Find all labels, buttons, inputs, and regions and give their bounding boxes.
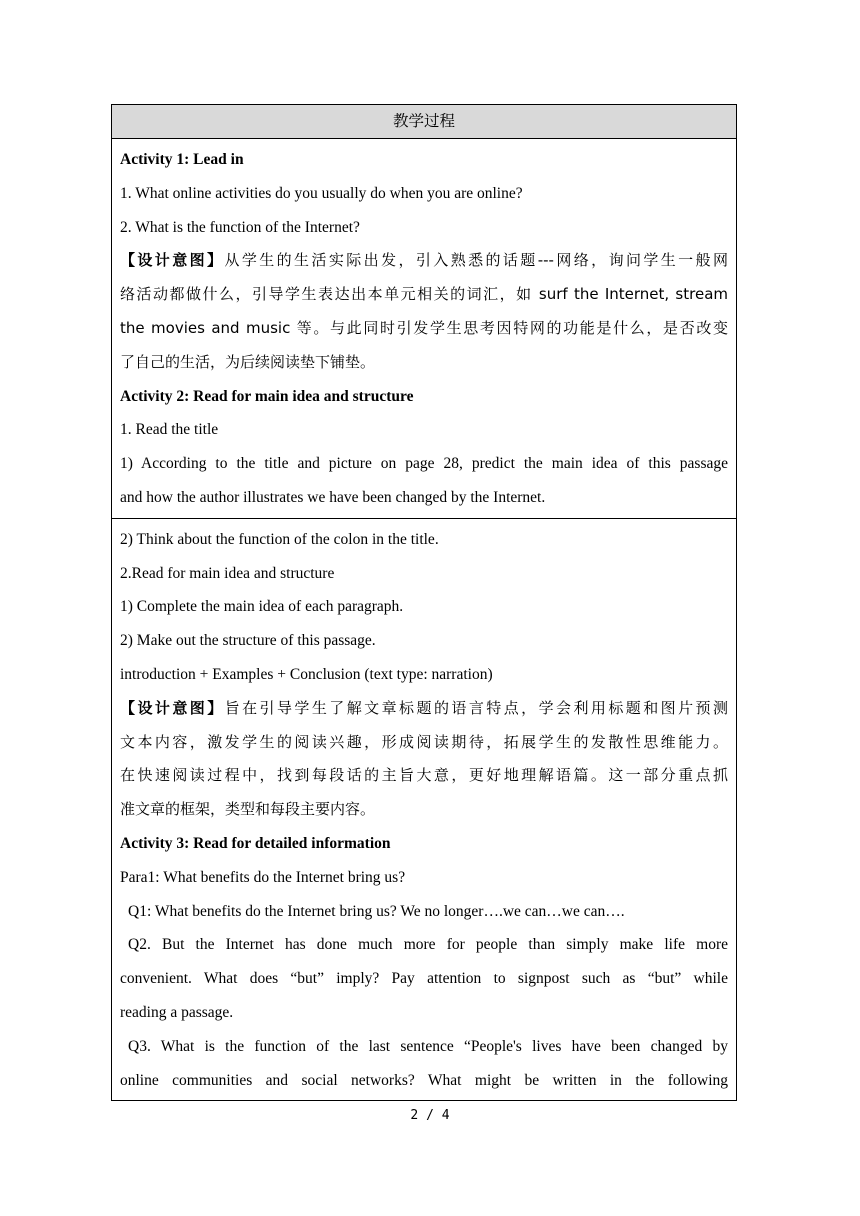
activity-3-question-2-line-1: Q2. But the Internet has done much more for people than simply make life more [128,936,728,954]
activity-2-step-2-2: 2) Make out the structure of this passage. [120,632,376,650]
activity-3-para-1: Para1: What benefits do the Internet bring us? [120,868,406,886]
design-intent-2-line-2: 文本内容，激发学生的阅读兴趣，形成阅读期待，拓展学生的发散性思维能力。 [120,732,728,751]
design-intent-text: 旨在引导学生了解文章标题的语言特点，学会利用标题和图片预测 [224,698,728,717]
activity-1-title: Activity 1: Lead in [120,151,244,168]
design-intent-2-line-1 [120,692,728,726]
activity-1-question-1: 1. What online activities do you usually do when you are online? [120,184,523,202]
activity-3-question-2-line-2: convenient. What does “but” imply? Pay attention to signpost such as “but” while [120,970,728,988]
activity-2-structure: introduction + Examples + Conclusion (text type: narration) [120,665,493,683]
design-intent-1-line-3: the movies and music 等。与此同时引发学生思考因特网的功能是什么，是否改变 [120,318,728,337]
activity-2-step-2-1: 1) Complete the main idea of each paragraph. [120,598,404,616]
design-intent-tag: 【设计意图】 [120,251,225,270]
table-cell-1 [112,139,737,519]
table-row [112,139,737,519]
design-intent-1-line-2: 络活动都做什么，引导学生表达出本单元相关的词汇，如 surf the Internet, stream [120,285,728,304]
table-header: 教学过程 [112,105,737,139]
table-row [112,518,737,1101]
activity-3-question-2-line-3: reading a passage. [120,1003,234,1021]
design-intent-tag: 【设计意图】 [120,698,225,717]
activity-2-step-1-1-line-2: and how the author illustrates we have been changed by the Internet. [120,488,546,506]
activity-3-question-1: Q1: What benefits do the Internet bring us? We no longer….we can…we can…. [128,902,625,920]
design-intent-text: 从学生的生活实际出发，引入熟悉的话题---网络，询问学生一般网 [224,251,728,270]
activity-1-question-2: 2. What is the function of the Internet? [120,218,360,236]
activity-2-step-1: 1. Read the title [120,421,219,439]
activity-2-step-1-2: 2) Think about the function of the colon in the title. [120,530,439,548]
design-intent-2-line-4: 准文章的框架，类型和每段主要内容。 [120,800,376,819]
design-intent-1-line-1 [120,244,728,278]
lesson-table [111,104,737,1101]
activity-2-step-1-1-line-1: 1) According to the title and picture on page 28, predict the main idea of this passage [120,455,728,473]
activity-3-question-3-line-1: Q3. What is the function of the last sentence “People's lives have been changed by [128,1037,728,1055]
design-intent-2-line-3: 在快速阅读过程中，找到每段话的主旨大意，更好地理解语篇。这一部分重点抓 [120,766,728,785]
page-number: 2 / 4 [410,1108,450,1123]
table-cell-2 [112,518,737,1101]
activity-2-step-2: 2.Read for main idea and structure [120,564,335,582]
activity-2-title: Activity 2: Read for main idea and structure [120,387,414,405]
design-intent-1-line-4: 了自己的生活，为后续阅读垫下铺垫。 [120,352,376,371]
table-header-row [112,105,737,139]
activity-3-title: Activity 3: Read for detailed information [120,834,391,852]
activity-3-question-3-line-2: online communities and social networks? What might be written in the following [120,1071,728,1089]
